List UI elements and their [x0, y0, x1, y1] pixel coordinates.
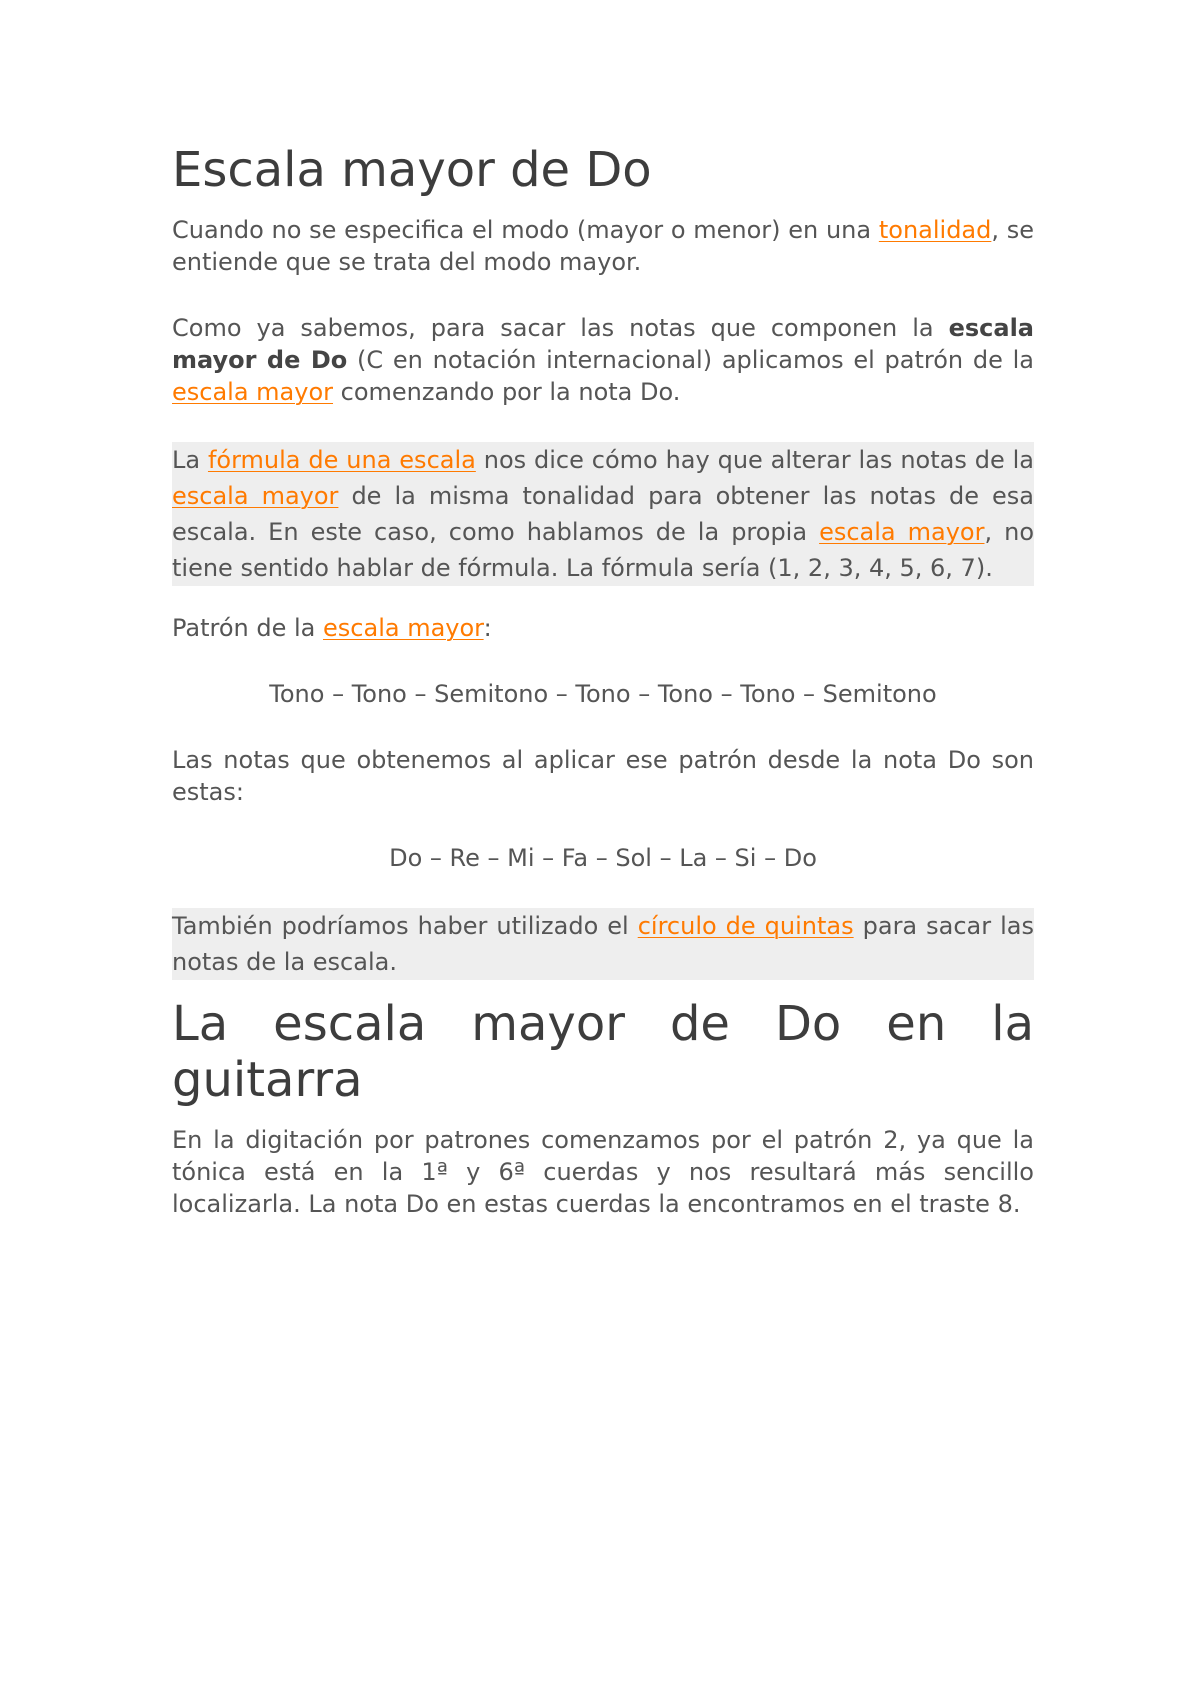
page-title: Escala mayor de Do: [172, 142, 652, 198]
link-escala-mayor[interactable]: escala mayor: [172, 482, 339, 510]
paragraph-como-ya-sabemos: [172, 312, 1034, 408]
notes-line: Do – Re – Mi – Fa – Sol – La – Si – Do: [389, 844, 817, 872]
paragraph-text: Cuando no se especifica el modo (mayor o menor) en una: [172, 216, 879, 244]
highlighted-paragraph-formula: [172, 442, 1034, 586]
paragraph-text: La: [172, 446, 208, 474]
paragraph-intro: [172, 214, 1034, 278]
paragraph-text: nos dice cómo hay que alterar las notas de la: [475, 446, 1034, 474]
section-heading-guitarra: La escala mayor de Do en la guitarra: [172, 996, 1034, 1108]
paragraph-patron: [172, 612, 1034, 644]
paragraph-text: Patrón de la: [172, 614, 324, 642]
paragraph-notas: Las notas que obtenemos al aplicar ese patrón desde la nota Do son estas:: [172, 746, 1034, 806]
highlighted-paragraph-circulo: [172, 908, 1034, 980]
document-page: [172, 140, 1034, 1220]
paragraph-text: También podríamos haber utilizado el: [172, 912, 638, 940]
link-escala-mayor[interactable]: escala mayor: [172, 378, 334, 406]
link-circulo-de-quintas[interactable]: círculo de quintas: [637, 912, 854, 940]
paragraph-text: , no tiene sentido hablar de fórmula. La fórmula sería (1, 2, 3, 4, 5, 6, 7).: [172, 518, 1035, 582]
paragraph-text: Como ya sabemos, para sacar las notas que componen la: [172, 314, 949, 342]
paragraph-text: :: [483, 614, 492, 642]
bold-escala-mayor-de-do: escala mayor de Do: [172, 314, 1034, 374]
link-escala-mayor[interactable]: escala mayor: [323, 614, 484, 642]
pattern-line: Tono – Tono – Semitono – Tono – Tono – Tono – Semitono: [269, 680, 937, 708]
paragraph-text: (C en notación internacional) aplicamos el patrón de la: [347, 346, 1034, 374]
link-escala-mayor[interactable]: escala mayor: [819, 518, 985, 546]
paragraph-text: para sacar las notas de la escala.: [172, 912, 1035, 976]
link-tonalidad[interactable]: tonalidad: [878, 216, 992, 244]
paragraph-text: de la misma tonalidad para obtener las notas de esa escala. En este caso, como hablamos de la propia: [172, 482, 1035, 546]
paragraph-text: , se entiende que se trata del modo mayor.: [172, 216, 1035, 276]
paragraph-text: comenzando por la nota Do.: [333, 378, 681, 406]
paragraph-digitacion: En la digitación por patrones comenzamos por el patrón 2, ya que la tónica está en la 1ª y 6ª cuerdas y nos resultará más sencillo localizarla. La nota Do en estas cuerdas la encontramos en el traste 8.: [172, 1126, 1034, 1218]
link-formula-de-una-escala[interactable]: fórmula de una escala: [207, 446, 476, 474]
